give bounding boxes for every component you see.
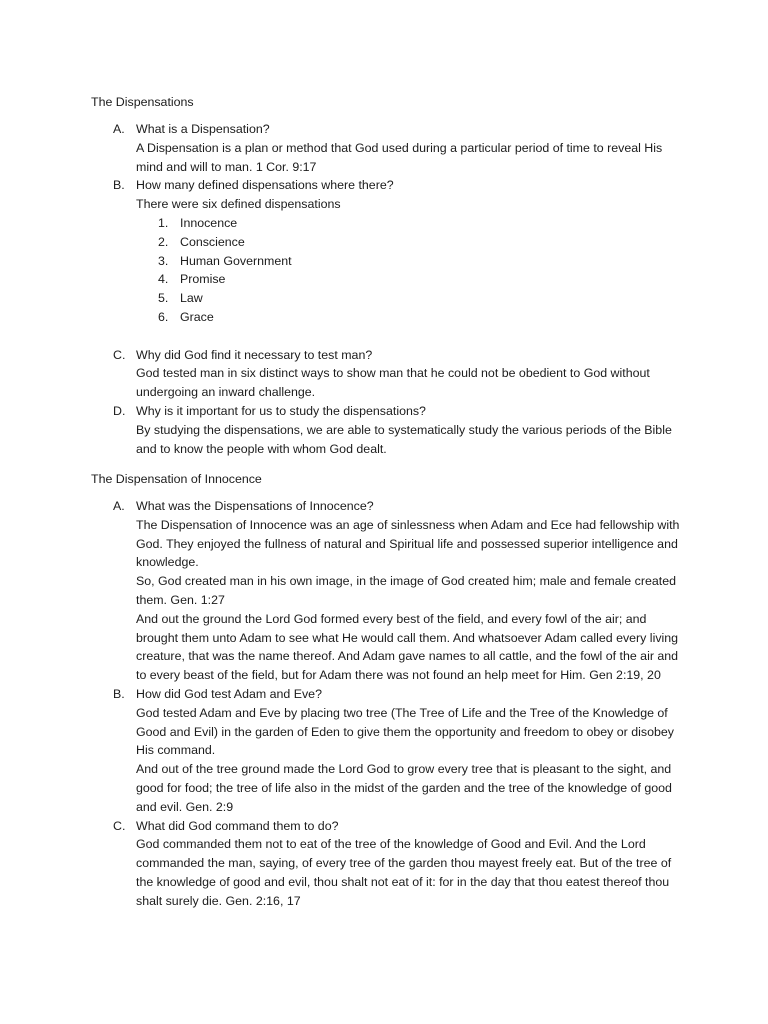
question-letter: B. <box>113 178 125 193</box>
question-item <box>113 176 688 214</box>
question-list <box>113 497 688 911</box>
answer-paragraph: By studying the dispensations, we are able to systematically study the various periods of the Bible and to know the people with whom God dealt. <box>136 422 672 456</box>
question-text: What was the Dispensations of Innocence? <box>136 499 374 513</box>
question-letter: B. <box>113 686 125 701</box>
question-item <box>113 346 688 402</box>
question-letter: D. <box>113 403 126 418</box>
question-letter: A. <box>113 122 125 136</box>
list-item <box>113 214 688 233</box>
answer-paragraph: God tested Adam and Eve by placing two tree (The Tree of Life and the Tree of the Knowledge of Good and Evil) in the garden of Eden to give them the opportunity and freedom to obey or disobey His command. <box>136 705 674 758</box>
answer-paragraph: There were six defined dispensations <box>136 197 341 212</box>
question-item <box>113 497 688 685</box>
question-body <box>136 120 688 176</box>
list-number: 6. <box>158 309 169 324</box>
question-list <box>113 120 688 458</box>
question-text: What did God command them to do? <box>136 818 339 833</box>
list-label: Law <box>180 291 203 306</box>
question-body <box>136 176 688 214</box>
list-number: 4. <box>158 272 169 287</box>
list-number: 1. <box>158 215 169 230</box>
list-number: 3. <box>158 253 169 268</box>
list-number: 2. <box>158 234 169 249</box>
question-body <box>136 685 688 817</box>
list-item <box>113 270 688 289</box>
scripture-paragraph: And out the ground the Lord God formed every best of the field, and every fowl of the air; and brought them unto Adam to see what He would call them. And whatsoever Adam called every living creature, that was the name thereof. And Adam gave names to all cattle, and the fowl of the air and to every beast of the field, but for Adam there was not found an help meet for Him. Gen 2:19, 20 <box>136 611 679 683</box>
question-item <box>113 402 688 458</box>
question-letter: C. <box>113 347 126 362</box>
question-item <box>113 685 688 817</box>
question-text: What is a Dispensation? <box>136 122 270 136</box>
question-body <box>136 817 688 911</box>
list-item <box>113 308 688 327</box>
question-text: How did God test Adam and Eve? <box>136 686 322 701</box>
dispensation-list <box>113 214 688 327</box>
answer-paragraph: God tested man in six distinct ways to show man that he could not be obedient to God without undergoing an inward challenge. <box>136 366 650 400</box>
question-text: How many defined dispensations where there? <box>136 178 394 193</box>
question-letter: C. <box>113 818 126 833</box>
section-heading: The Dispensations <box>91 95 194 109</box>
answer-paragraph: The Dispensation of Innocence was an age of sinlessness when Adam and Ece had fellowship with God. They enjoyed the fullness of natural and Spiritual life and possessed superior intelligence and knowledge. <box>136 517 680 570</box>
list-number: 5. <box>158 291 169 306</box>
question-body <box>136 497 688 685</box>
section-heading: The Dispensation of Innocence <box>91 472 262 486</box>
list-label: Innocence <box>180 215 238 230</box>
question-body <box>136 346 688 402</box>
spacer <box>113 327 688 346</box>
list-label: Promise <box>180 272 226 287</box>
scripture-paragraph: So, God created man in his own image, in the image of God created him; male and female created them. Gen. 1:27 <box>136 574 676 607</box>
answer-paragraph: A Dispensation is a plan or method that God used during a particular period of time to reveal His mind and will to man. 1 Cor. 9:17 <box>136 140 663 174</box>
question-item <box>113 120 688 176</box>
question-item <box>113 817 688 911</box>
question-letter: A. <box>113 499 125 513</box>
scripture-paragraph: And out of the tree ground made the Lord God to grow every tree that is pleasant to the sight, and good for food; the tree of life also in the midst of the garden and the tree of the knowledge of good and evil. Gen. 2:9 <box>136 762 672 814</box>
list-label: Conscience <box>180 234 245 249</box>
answer-paragraph: God commanded them not to eat of the tree of the knowledge of Good and Evil. And the Lord commanded the man, saying, of every tree of the garden thou mayest freely eat. But of the tree of the knowledge of good and evil, thou shalt not eat of it: for in the day that thou eatest thereof thou shalt surely die. Gen. 2:16, 17 <box>136 837 672 908</box>
list-item <box>113 289 688 308</box>
question-text: Why did God find it necessary to test man? <box>136 347 373 362</box>
question-text: Why is it important for us to study the dispensations? <box>136 403 426 418</box>
list-item <box>113 233 688 252</box>
list-label: Human Government <box>180 253 292 268</box>
question-body <box>136 402 688 458</box>
list-item <box>113 252 688 271</box>
list-label: Grace <box>180 309 214 324</box>
